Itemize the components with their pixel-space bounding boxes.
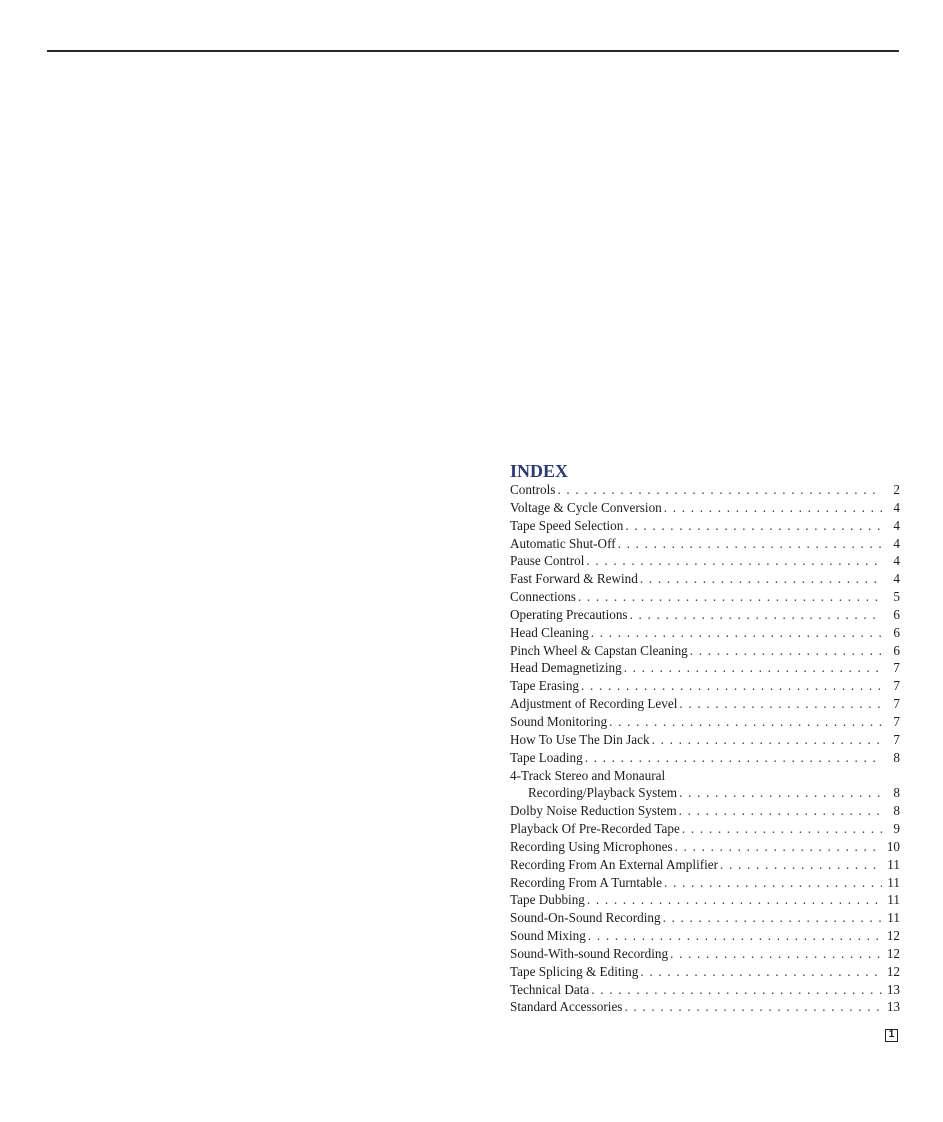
dot-leader (624, 659, 882, 677)
top-rule (47, 50, 899, 52)
entry-page: 12 (886, 963, 900, 979)
entry-page: 4 (893, 517, 900, 533)
dot-leader (664, 499, 882, 517)
index-entry-heading (510, 767, 900, 785)
index-title: INDEX (510, 461, 569, 481)
dot-leader (625, 517, 882, 535)
index-entry (510, 606, 900, 624)
entry-page: 8 (893, 785, 900, 801)
dot-leader (663, 909, 882, 927)
entry-label: Head Cleaning (510, 624, 589, 640)
dot-leader (720, 856, 882, 874)
dot-leader (640, 570, 882, 588)
index-entry (510, 552, 900, 570)
entry-label: Fast Forward & Rewind (510, 571, 638, 587)
index-entry (510, 891, 900, 909)
index-entry (510, 945, 900, 963)
entry-page: 13 (886, 981, 900, 997)
entry-label: Recording From A Turntable (510, 874, 663, 890)
index-entry (510, 677, 900, 695)
dot-leader (679, 802, 882, 820)
index-entry (510, 802, 900, 820)
entry-page: 9 (893, 821, 900, 837)
entry-label: Automatic Shut-Off (510, 535, 616, 551)
entry-label: Recording/Playback System (528, 785, 678, 801)
index-entry (510, 784, 900, 802)
index-entry (510, 981, 900, 999)
entry-label: Technical Data (510, 981, 590, 997)
entry-page: 8 (893, 803, 900, 819)
entry-page: 12 (886, 945, 900, 961)
dot-leader (581, 677, 882, 695)
index-entry (510, 998, 900, 1016)
entry-label: Dolby Noise Reduction System (510, 803, 677, 819)
entry-page: 13 (886, 999, 900, 1015)
dot-leader (588, 927, 882, 945)
dot-leader (578, 588, 882, 606)
entry-label: Sound Mixing (510, 928, 586, 944)
entry-label: Tape Dubbing (510, 892, 585, 908)
entry-page: 12 (886, 928, 900, 944)
entry-page: 11 (887, 856, 900, 872)
dot-leader (591, 624, 882, 642)
entry-label: Head Demagnetizing (510, 660, 622, 676)
dot-leader (609, 713, 882, 731)
index-entry (510, 695, 900, 713)
entry-label: Standard Accessories (510, 999, 623, 1015)
index-entry (510, 535, 900, 553)
entry-label: Recording Using Microphones (510, 838, 673, 854)
index-entry (510, 570, 900, 588)
index-entry (510, 588, 900, 606)
entry-page: 4 (893, 535, 900, 551)
dot-leader (652, 731, 882, 749)
entry-page: 2 (893, 482, 900, 497)
dot-leader (679, 695, 882, 713)
entry-page: 4 (893, 553, 900, 569)
entry-page: 11 (887, 892, 900, 908)
index-entry (510, 731, 900, 749)
entry-page: 7 (893, 696, 900, 712)
dot-leader (624, 998, 882, 1016)
entry-label: Adjustment of Recording Level (510, 696, 678, 712)
entry-page: 6 (893, 642, 900, 658)
index-entry (510, 642, 900, 660)
entry-label: Pinch Wheel & Capstan Cleaning (510, 642, 688, 658)
dot-leader (679, 784, 882, 802)
index-entry (510, 517, 900, 535)
dot-leader (675, 838, 882, 856)
index-entry (510, 856, 900, 874)
dot-leader (618, 535, 882, 553)
entry-label: Tape Splicing & Editing (510, 963, 639, 979)
entry-page: 7 (893, 713, 900, 729)
entry-page: 7 (893, 678, 900, 694)
index-entry (510, 659, 900, 677)
entry-label: Tape Erasing (510, 678, 580, 694)
entry-label: Sound-On-Sound Recording (510, 910, 661, 926)
entry-page: 6 (893, 606, 900, 622)
entry-page: 6 (893, 624, 900, 640)
entry-label: Recording From An External Amplifier (510, 856, 719, 872)
index-entry (510, 624, 900, 642)
entry-page: 5 (893, 589, 900, 605)
index-entry (510, 713, 900, 731)
dot-leader (640, 963, 882, 981)
dot-leader (591, 981, 882, 999)
dot-leader (586, 552, 882, 570)
index-list (510, 481, 900, 1016)
dot-leader (630, 606, 882, 624)
entry-label: Sound Monitoring (510, 713, 608, 729)
index-entry (510, 820, 900, 838)
entry-label: Sound-With-sound Recording (510, 945, 669, 961)
page-number-box: 1 (885, 1029, 898, 1042)
dot-leader (670, 945, 882, 963)
index-entry (510, 963, 900, 981)
entry-page: 11 (887, 910, 900, 926)
index-entry (510, 874, 900, 892)
entry-page: 8 (893, 749, 900, 765)
dot-leader (557, 481, 882, 499)
index-entry (510, 499, 900, 517)
index-entry (510, 927, 900, 945)
dot-leader (682, 820, 882, 838)
dot-leader (585, 749, 882, 767)
dot-leader (664, 874, 882, 892)
entry-label: 4-Track Stereo and Monaural (510, 767, 666, 783)
entry-label: Pause Control (510, 553, 585, 569)
entry-page: 4 (893, 499, 900, 515)
index-entry (510, 481, 900, 499)
entry-page: 10 (886, 838, 900, 854)
entry-page: 7 (893, 731, 900, 747)
dot-leader (690, 642, 882, 660)
index-entry (510, 749, 900, 767)
index-section (510, 461, 900, 1016)
entry-label: Tape Loading (510, 749, 583, 765)
entry-label: How To Use The Din Jack (510, 731, 650, 747)
entry-page: 11 (887, 874, 900, 890)
entry-label: Tape Speed Selection (510, 517, 624, 533)
dot-leader (587, 891, 882, 909)
entry-label: Voltage & Cycle Conversion (510, 499, 662, 515)
entry-label: Operating Precautions (510, 606, 628, 622)
entry-page: 4 (893, 571, 900, 587)
entry-label: Playback Of Pre-Recorded Tape (510, 821, 680, 837)
entry-label: Controls (510, 482, 556, 497)
index-entry (510, 909, 900, 927)
entry-label: Connections (510, 589, 576, 605)
index-entry (510, 838, 900, 856)
entry-page: 7 (893, 660, 900, 676)
